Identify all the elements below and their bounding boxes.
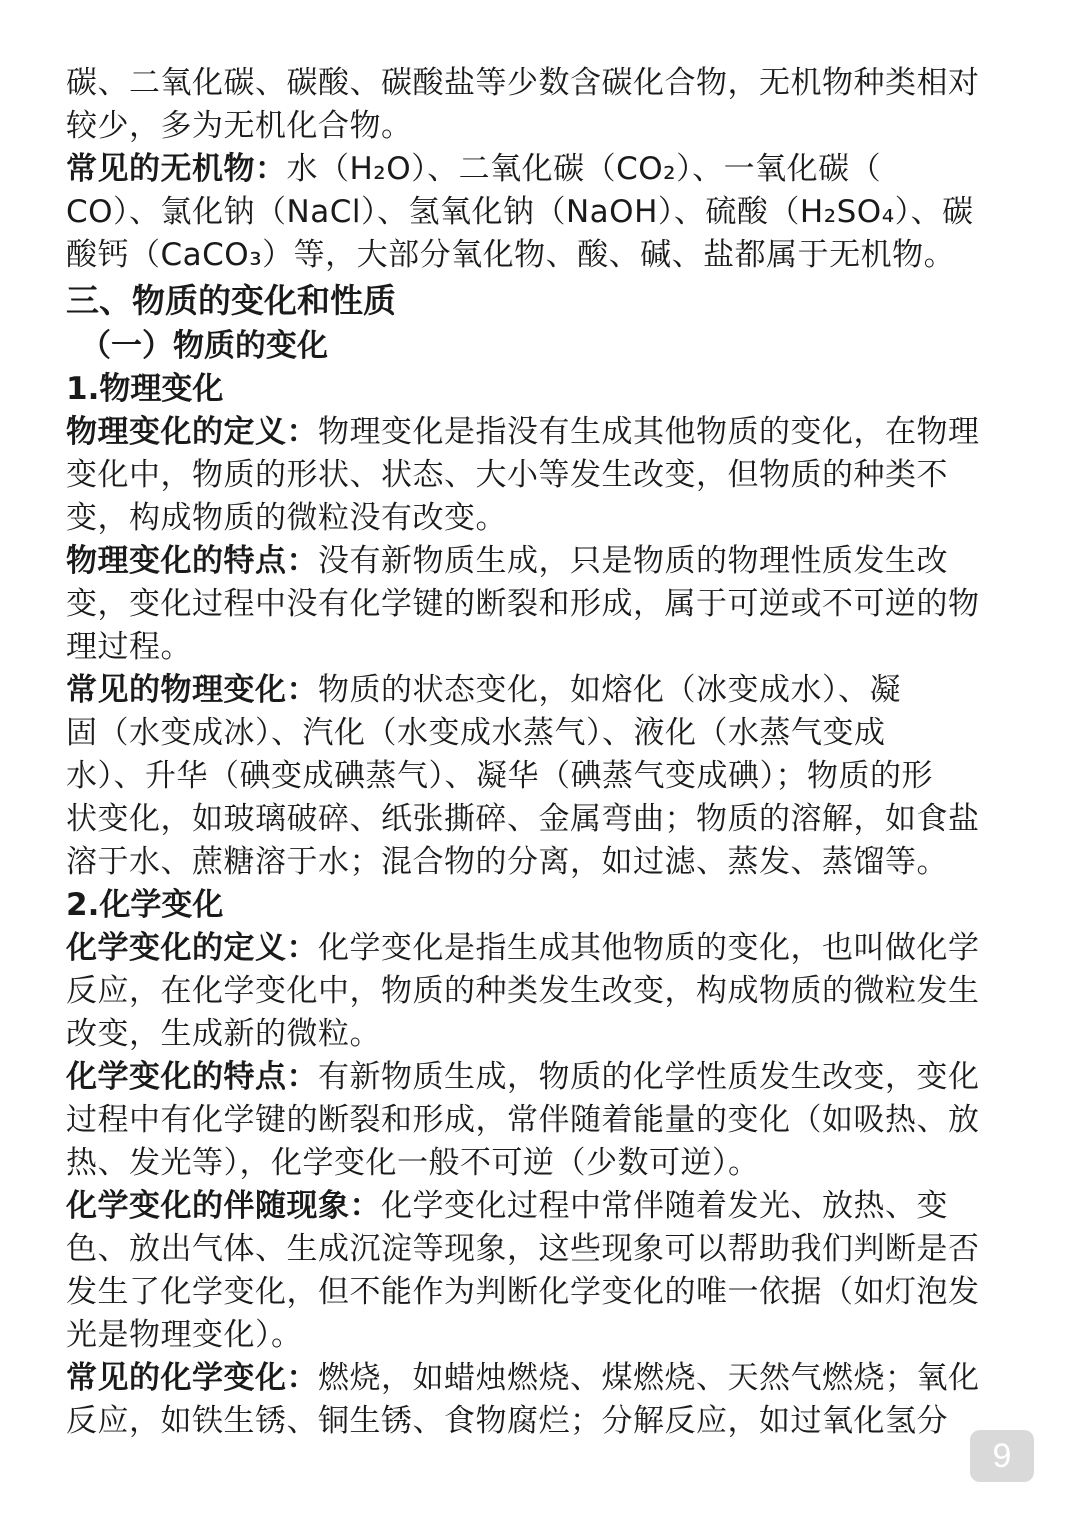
line-text: 光是物理变化）。 <box>66 1317 303 1353</box>
text-line <box>66 1099 1016 1142</box>
text-line <box>66 234 1016 277</box>
line-text: 较少，多为无机化合物。 <box>66 108 413 144</box>
line-text: 发生了化学变化，但不能作为判断化学变化的唯一依据（如灯泡发 <box>66 1274 980 1310</box>
line-text: 化学变化是指生成其他物质的变化，也叫做化学 <box>318 930 980 966</box>
text-line <box>66 755 1016 798</box>
term-label: 化学变化的特点： <box>66 1059 318 1095</box>
text-line <box>66 1271 1016 1314</box>
term-label: 化学变化的伴随现象： <box>66 1188 381 1224</box>
text-line <box>66 712 1016 755</box>
text-line <box>66 669 1016 712</box>
term-label: 常见的无机物： <box>66 151 287 187</box>
line-text: 物理变化是指没有生成其他物质的变化，在物理 <box>318 414 980 450</box>
text-line <box>66 411 1016 454</box>
term-label: 化学变化的定义： <box>66 930 318 966</box>
line-text: 改变，生成新的微粒。 <box>66 1016 381 1052</box>
topic-heading <box>66 884 1016 927</box>
line-text: 三、物质的变化和性质 <box>66 281 396 320</box>
line-text: 溶于水、蔗糖溶于水；混合物的分离，如过滤、蒸发、蒸馏等。 <box>66 844 948 880</box>
line-text: 热、发光等），化学变化一般不可逆（少数可逆）。 <box>66 1145 760 1181</box>
text-line <box>66 148 1016 191</box>
line-text: 有新物质生成，物质的化学性质发生改变，变化 <box>318 1059 980 1095</box>
line-text: 变，构成物质的微粒没有改变。 <box>66 500 507 536</box>
text-line <box>66 798 1016 841</box>
line-text: 变化中，物质的形状、状态、大小等发生改变，但物质的种类不 <box>66 457 948 493</box>
text-line <box>66 1314 1016 1357</box>
line-text: 2.化学变化 <box>66 887 224 923</box>
section-heading <box>66 277 1016 324</box>
text-line <box>66 927 1016 970</box>
text-line <box>66 1400 1016 1443</box>
subsection-heading <box>66 324 1016 368</box>
line-text: 水（H₂O）、二氧化碳（CO₂）、一氧化碳（ <box>286 151 882 187</box>
line-text: 反应，如铁生锈、铜生锈、食物腐烂；分解反应，如过氧化氢分 <box>66 1403 948 1439</box>
topic-heading <box>66 368 1016 411</box>
text-line <box>66 970 1016 1013</box>
line-text: 色、放出气体、生成沉淀等现象，这些现象可以帮助我们判断是否 <box>66 1231 980 1267</box>
text-line <box>66 62 1016 105</box>
text-line <box>66 626 1016 669</box>
line-text: 过程中有化学键的断裂和形成，常伴随着能量的变化（如吸热、放 <box>66 1102 980 1138</box>
line-text: 反应，在化学变化中，物质的种类发生改变，构成物质的微粒发生 <box>66 973 980 1009</box>
text-line <box>66 1228 1016 1271</box>
line-text: 理过程。 <box>66 629 192 665</box>
text-line <box>66 454 1016 497</box>
line-text: CO）、氯化钠（NaCl）、氢氧化钠（NaOH）、硫酸（H₂SO₄）、碳 <box>66 194 974 230</box>
line-text: 水）、升华（碘变成碘蒸气）、凝华（碘蒸气变成碘）；物质的形 <box>66 758 933 794</box>
text-line <box>66 583 1016 626</box>
text-line <box>66 1185 1016 1228</box>
text-line <box>66 1056 1016 1099</box>
text-line <box>66 1357 1016 1400</box>
term-label: 物理变化的定义： <box>66 414 318 450</box>
text-line <box>66 1142 1016 1185</box>
line-text: 化学变化过程中常伴随着发光、放热、变 <box>381 1188 948 1224</box>
line-text: 碳、二氧化碳、碳酸、碳酸盐等少数含碳化合物，无机物种类相对 <box>66 65 980 101</box>
document-page <box>66 62 1016 1443</box>
text-line <box>66 1013 1016 1056</box>
term-label: 物理变化的特点： <box>66 543 318 579</box>
term-label: 常见的化学变化： <box>66 1360 318 1396</box>
text-line <box>66 191 1016 234</box>
text-line <box>66 497 1016 540</box>
line-text: 燃烧，如蜡烛燃烧、煤燃烧、天然气燃烧；氧化 <box>318 1360 980 1396</box>
text-line <box>66 841 1016 884</box>
page-number-badge: 9 <box>970 1430 1034 1482</box>
text-line <box>66 540 1016 583</box>
term-label: 常见的物理变化： <box>66 672 318 708</box>
line-text: 变，变化过程中没有化学键的断裂和形成，属于可逆或不可逆的物 <box>66 586 980 622</box>
line-text: （一）物质的变化 <box>80 328 328 364</box>
line-text: 物质的状态变化，如熔化（冰变成水）、凝 <box>318 672 901 708</box>
line-text: 状变化，如玻璃破碎、纸张撕碎、金属弯曲；物质的溶解，如食盐 <box>66 801 980 837</box>
line-text: 酸钙（CaCO₃）等，大部分氧化物、酸、碱、盐都属于无机物。 <box>66 237 956 273</box>
line-text: 1.物理变化 <box>66 371 224 407</box>
line-text: 没有新物质生成，只是物质的物理性质发生改 <box>318 543 948 579</box>
text-line <box>66 105 1016 148</box>
line-text: 固（水变成冰）、汽化（水变成水蒸气）、液化（水蒸气变成 <box>66 715 886 751</box>
